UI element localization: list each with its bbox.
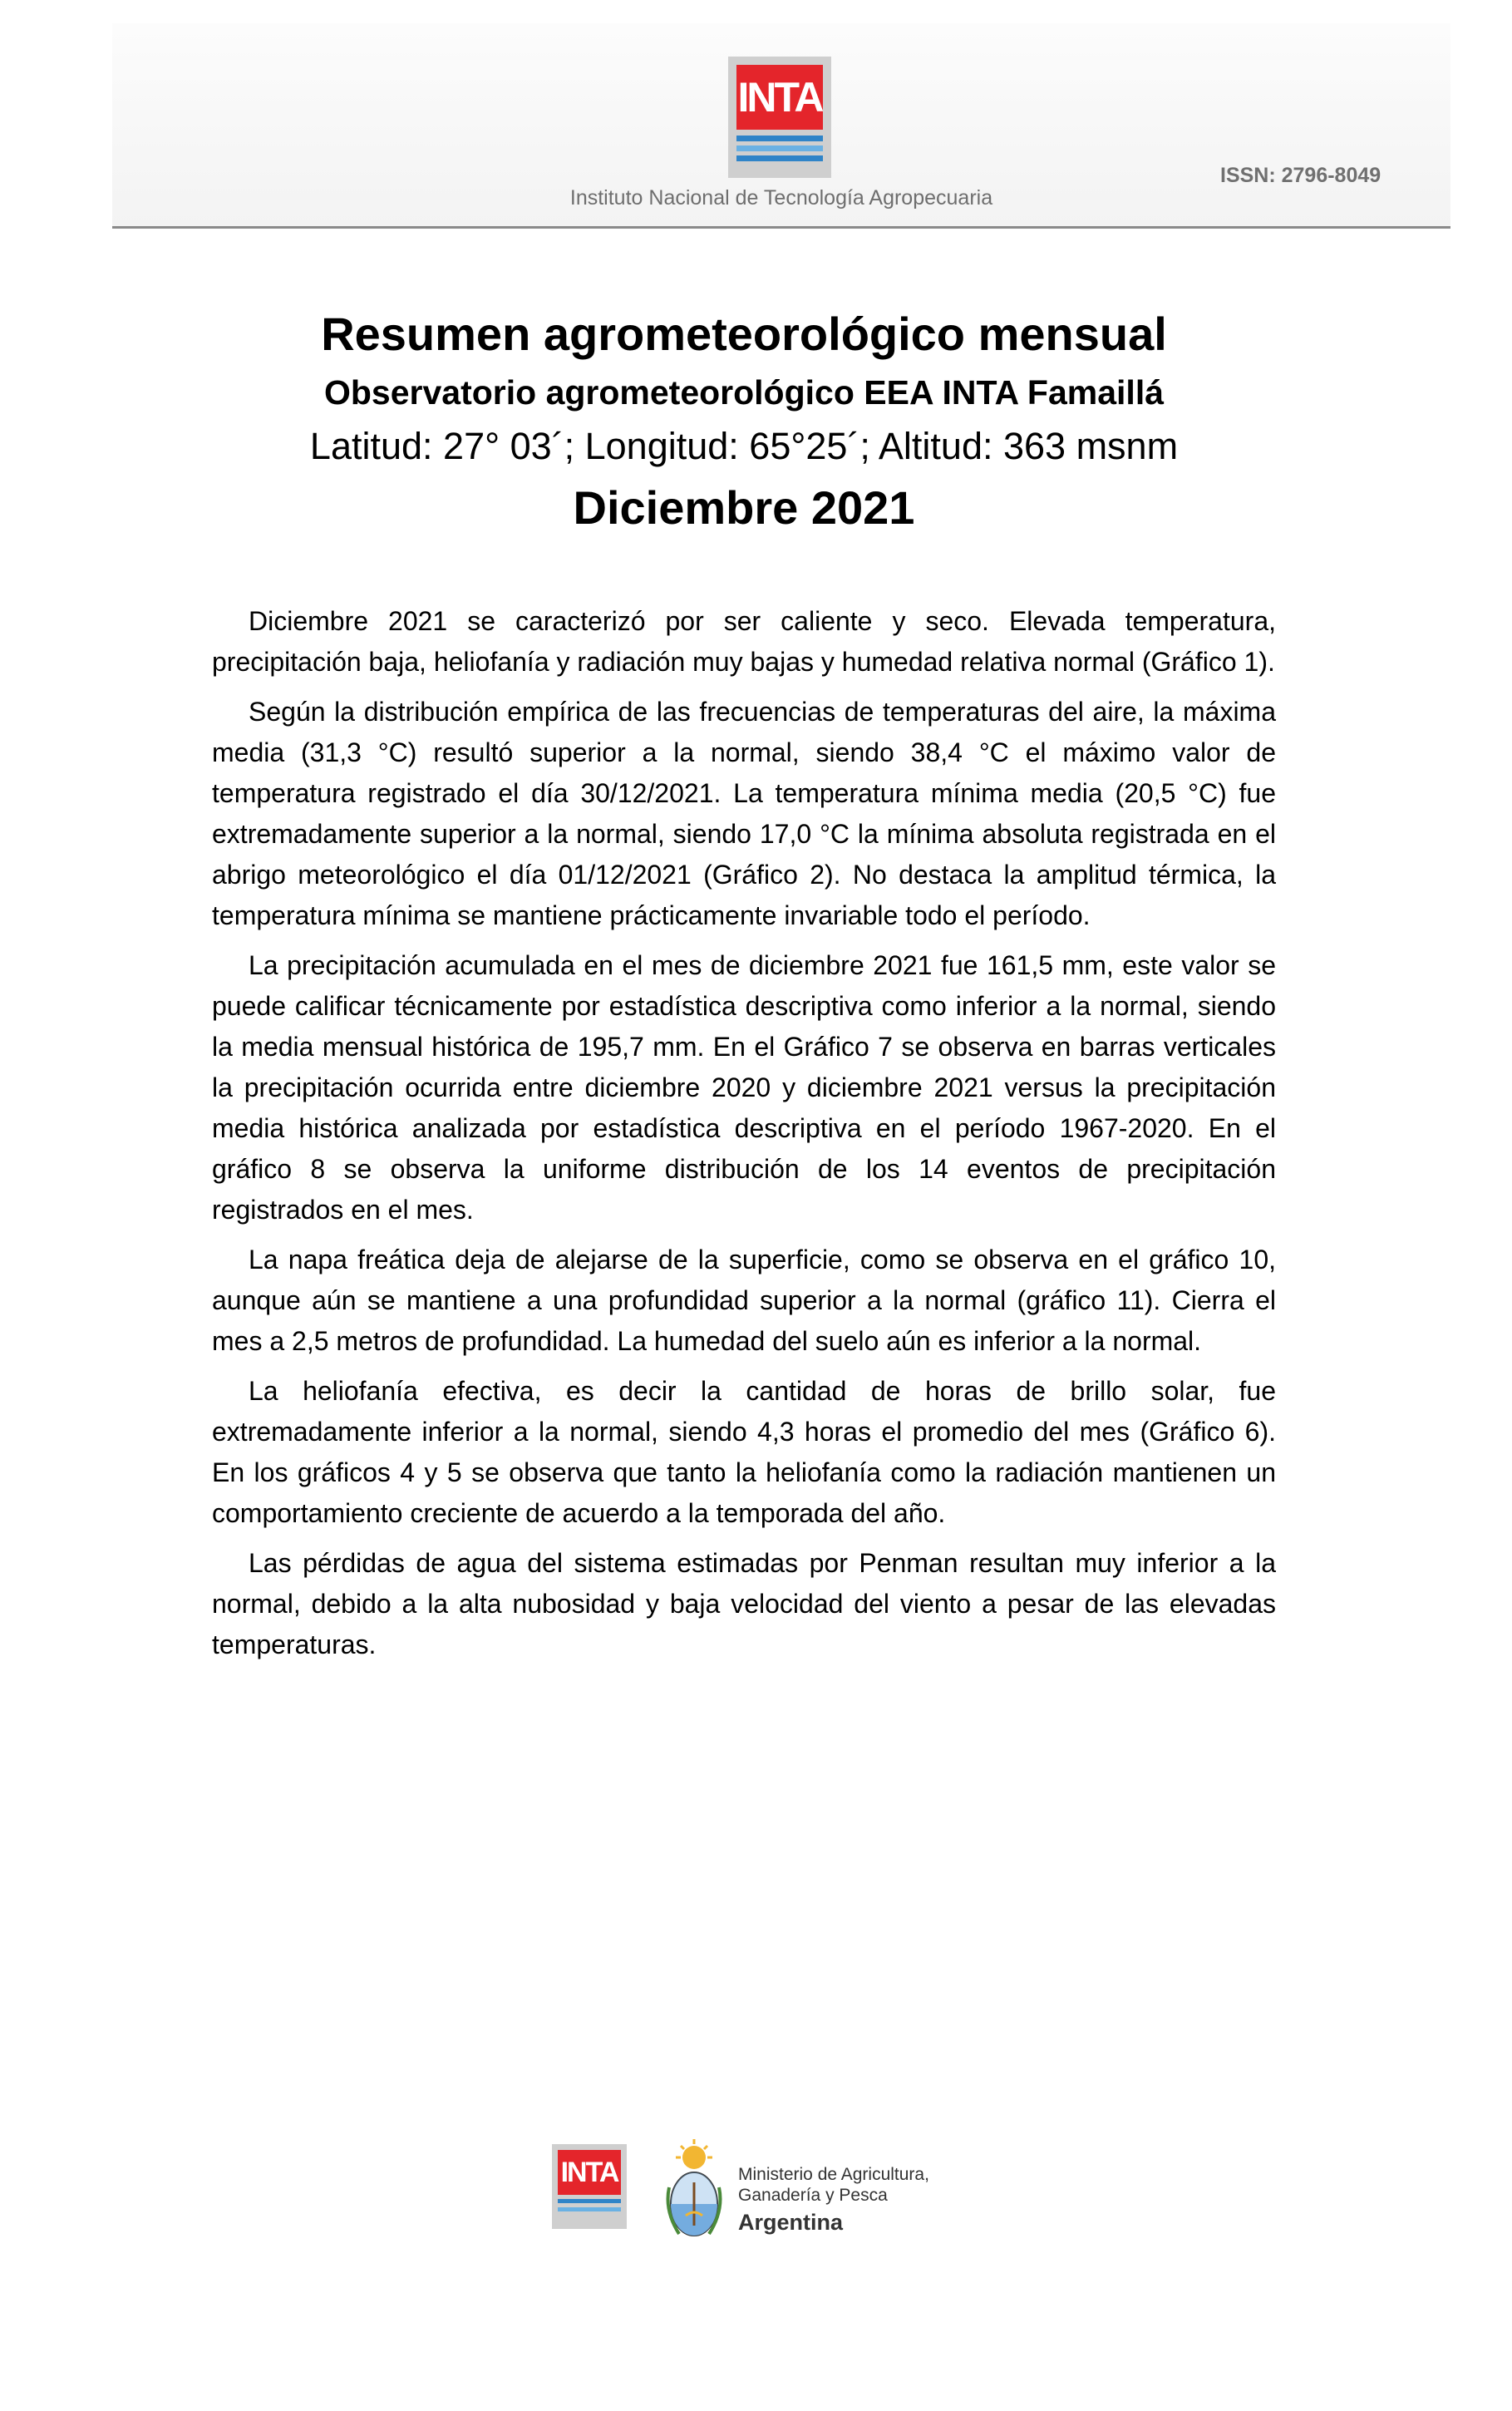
inta-logo-text: INTA: [736, 65, 823, 130]
page-header: [0, 0, 1512, 241]
paragraph-evapotranspiration: Las pérdidas de agua del sistema estimadas por Penman resultan muy inferior a la normal, debido a la alta nubosidad y baja velocidad del viento a pesar de las elevadas temperaturas.: [212, 1548, 1276, 1659]
paragraph-heliophany: La heliofanía efectiva, es decir la cantidad de horas de brillo solar, fue extremadamente inferior a la normal, siendo 4,3 horas el promedio del mes (Gráfico 6). En los gráficos 4 y 5 se observa que tanto la heliofanía como la radiación mantienen un comportamiento creciente de acuerdo a la temporada del año.: [212, 1376, 1276, 1528]
report-body: [212, 601, 1276, 1674]
report-title: Resumen agrometeorológico mensual: [321, 308, 1167, 360]
coordinates-line: Latitud: 27° 03´; Longitud: 65°25´; Altitud: 363 msnm: [309, 425, 1179, 467]
title-block: [208, 303, 1280, 542]
inta-logo: [728, 57, 831, 178]
paragraph-summary: Diciembre 2021 se caracterizó por ser caliente y seco. Elevada temperatura, precipitación baja, heliofanía y radiación muy bajas y humedad relativa normal (Gráfico 1).: [212, 606, 1276, 677]
argentina-coat-of-arms-icon: [661, 2136, 727, 2242]
ministry-line-2: Ganadería y Pesca: [738, 2186, 888, 2205]
observatory-title: Observatorio agrometeorológico EEA INTA Famaillá: [323, 373, 1165, 412]
paragraph-precipitation: La precipitación acumulada en el mes de diciembre 2021 fue 161,5 mm, este valor se puede calificar técnicamente por estadística descriptiva como inferior a la normal, siendo la media mensual histórica de 195,7 mm. En el Gráfico 7 se observa en barras verticales la precipitación ocurrida entre diciembre 2020 y diciembre 2021 versus la precipitación media histórica analizada por estadística descriptiva en el período 1967-2020. En el gráfico 8 se observa la uniforme distribución de los 14 eventos de precipitación registrados en el mes.: [212, 950, 1276, 1225]
header-divider: [112, 226, 1450, 229]
ministry-line-1: Ministerio de Agricultura,: [738, 2165, 929, 2184]
country-name: Argentina: [738, 2210, 844, 2235]
footer-inta-logo: [552, 2144, 627, 2229]
month-title: Diciembre 2021: [573, 481, 915, 534]
footer-logos: [540, 2124, 973, 2257]
inta-logo-stripes: [736, 136, 823, 161]
paragraph-temperature: Según la distribución empírica de las frecuencias de temperaturas del aire, la máxima media (31,3 °C) resultó superior a la normal, siendo 38,4 °C el máximo valor de temperatura registrado el día 30/12/2021. La temperatura mínima media (20,5 °C) fue extremadamente superior a la normal, siendo 17,0 °C la mínima absoluta registrada en el abrigo meteorológico el día 01/12/2021 (Gráfico 2). No destaca la amplitud térmica, la temperatura mínima se mantiene prácticamente invariable todo el período.: [212, 697, 1276, 930]
ministry-label: [738, 2164, 971, 2239]
issn-label: ISSN: 2796-8049: [1220, 164, 1381, 187]
footer-inta-logo-text: INTA: [558, 2150, 621, 2195]
institute-name: Instituto Nacional de Tecnología Agropecuaria: [569, 186, 993, 210]
paragraph-water-table: La napa freática deja de alejarse de la superficie, como se observa en el gráfico 10, aunque aún se mantiene a una profundidad superior a la normal (gráfico 11). Cierra el mes a 2,5 metros de profundidad. La humedad del suelo aún es inferior a la normal.: [212, 1245, 1276, 1356]
